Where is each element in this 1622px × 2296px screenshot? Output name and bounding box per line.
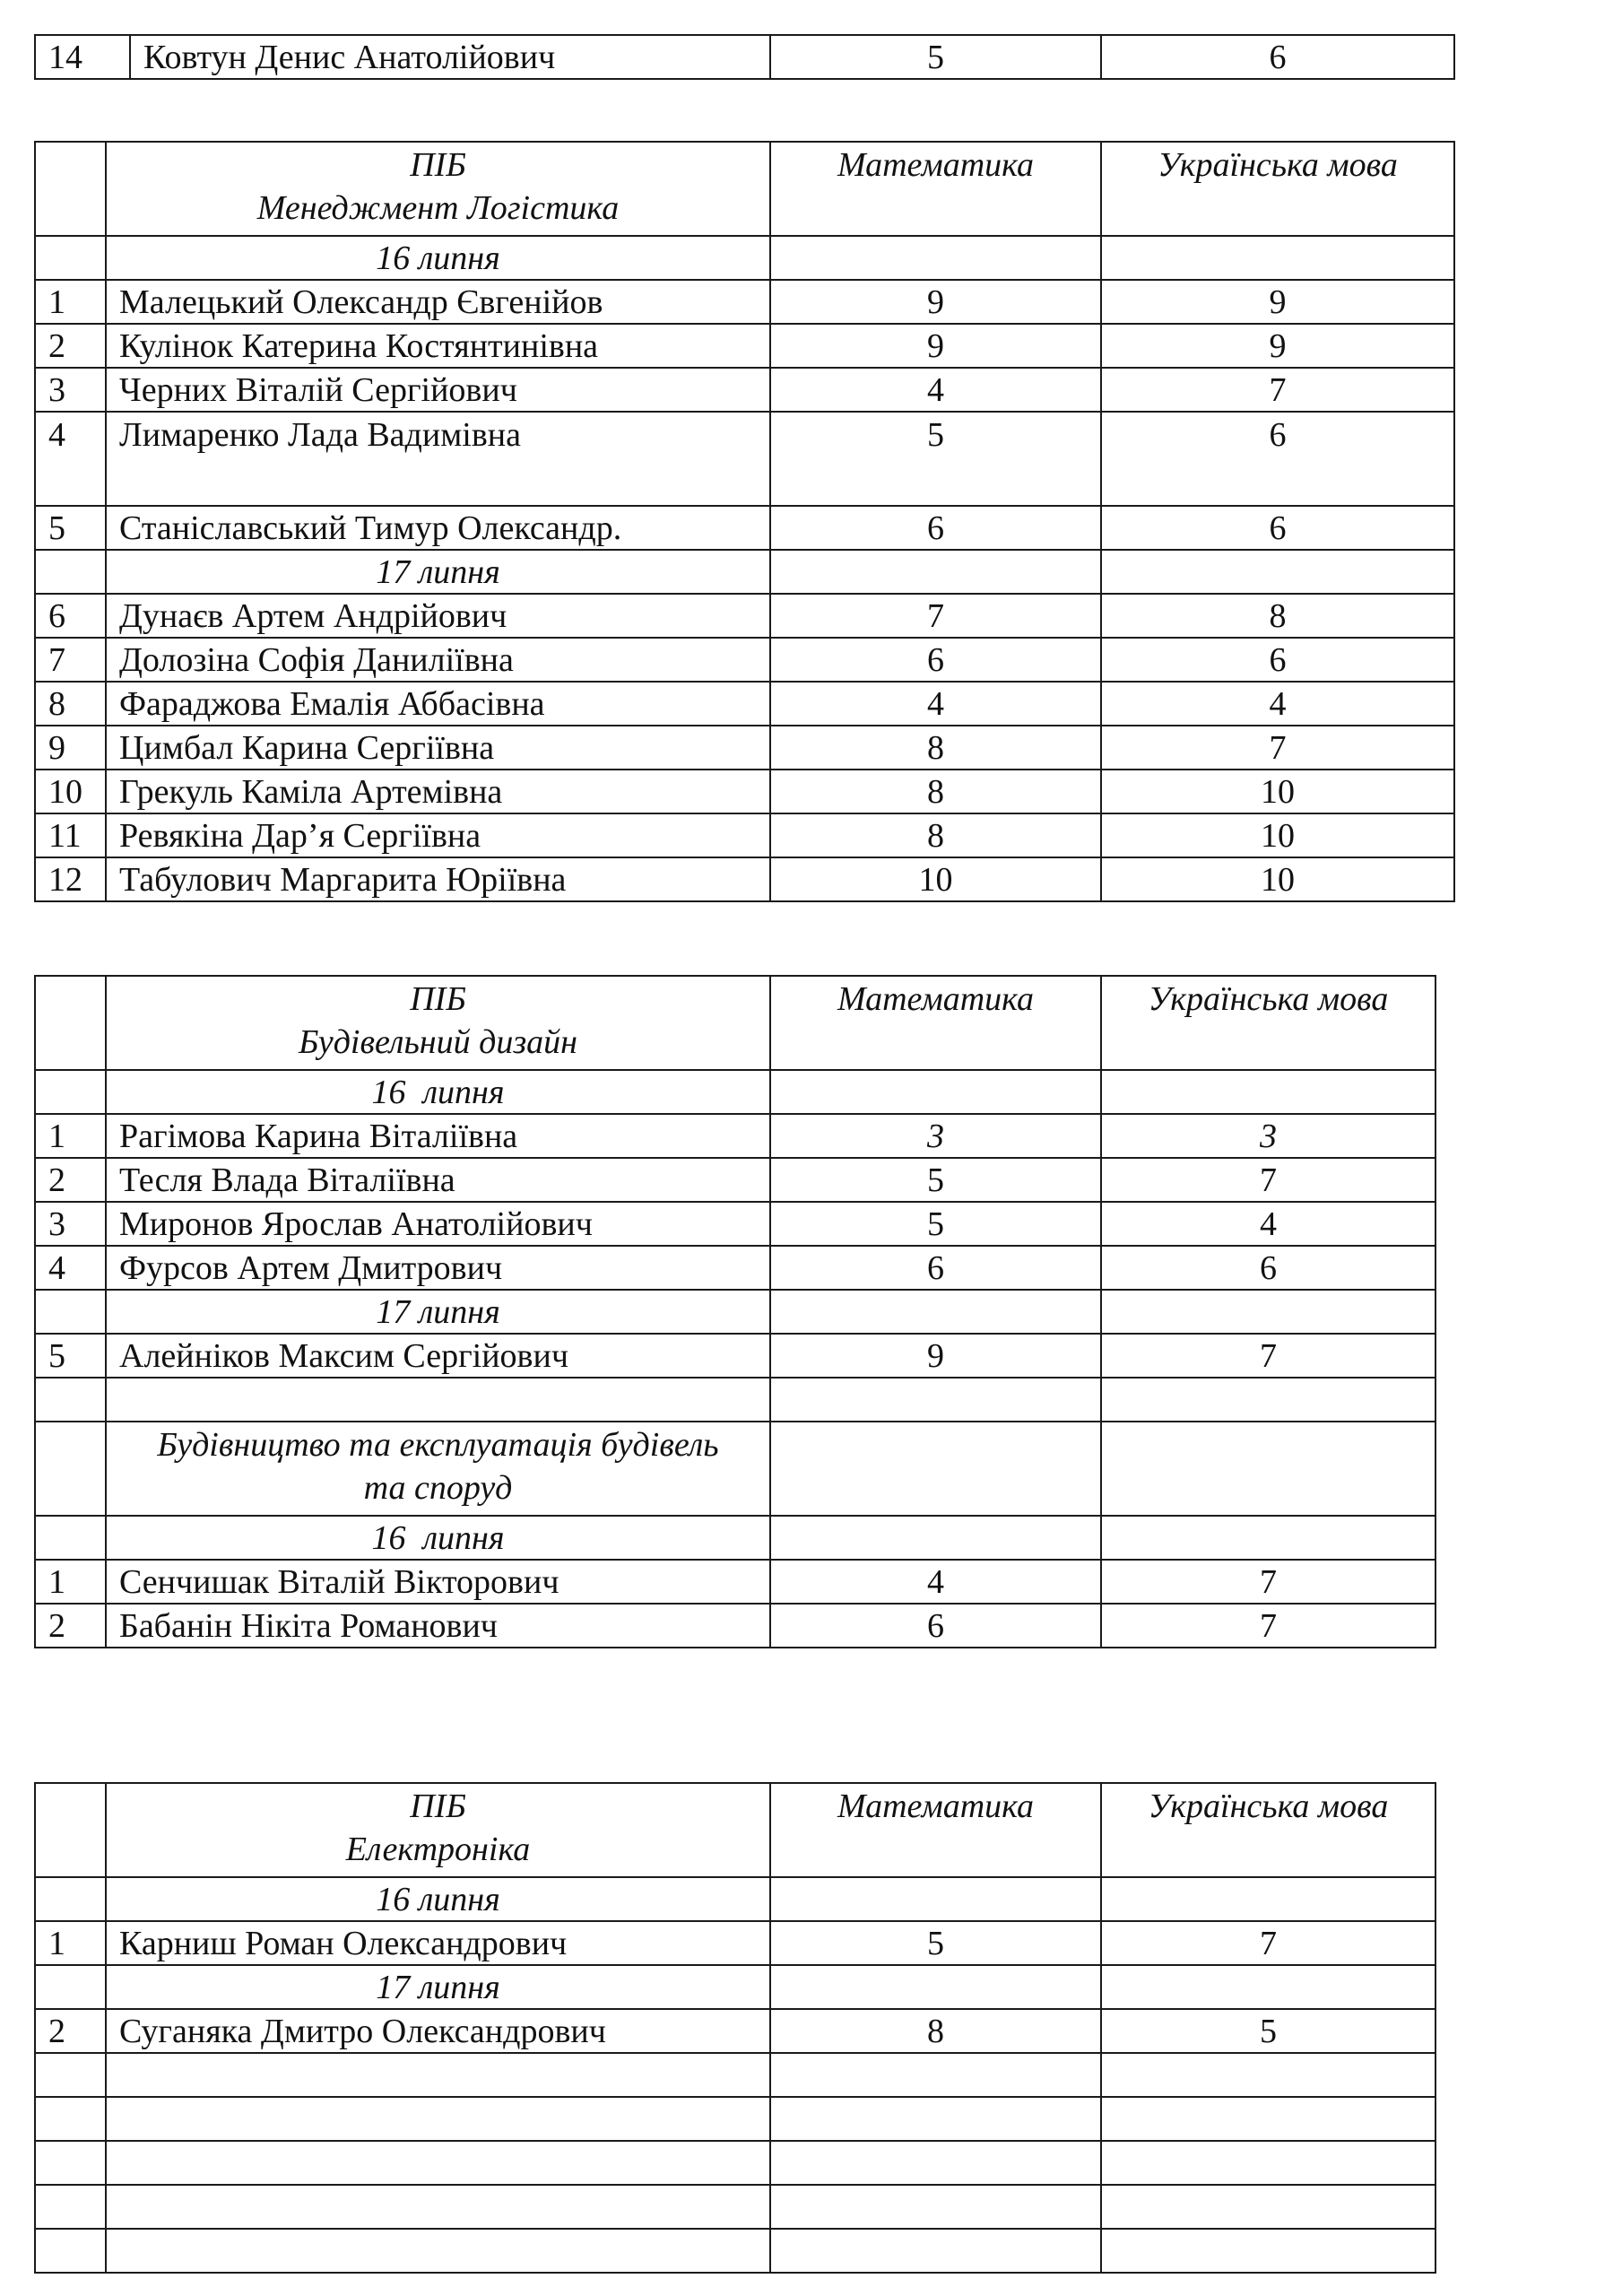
math-score: 4 xyxy=(770,1560,1101,1604)
header-name-cell xyxy=(106,142,770,236)
ukr-score: 7 xyxy=(1101,726,1454,770)
math-score: 5 xyxy=(770,35,1101,79)
ukr-score: 7 xyxy=(1101,1158,1436,1202)
student-name: Дунаєв Артем Андрійович xyxy=(106,594,770,638)
table-row xyxy=(35,1560,1436,1604)
math-score: 5 xyxy=(770,1921,1101,1965)
specialty-title: Менеджмент Логістика xyxy=(256,189,620,227)
ukr-score: 6 xyxy=(1101,35,1454,79)
table-row xyxy=(35,594,1454,638)
student-name: Табулович Маргарита Юріївна xyxy=(106,857,770,901)
empty-cell xyxy=(1101,2053,1436,2097)
student-name: Суганяка Дмитро Олександрович xyxy=(106,2009,770,2053)
table-header xyxy=(35,142,1454,236)
student-name: Бабанін Нікіта Романович xyxy=(106,1604,770,1648)
table-row xyxy=(35,2009,1436,2053)
math-score: 9 xyxy=(770,280,1101,324)
math-score: 8 xyxy=(770,813,1101,857)
empty-cell xyxy=(1101,1877,1436,1921)
date-label: 16 липня xyxy=(106,1070,770,1114)
row-number: 11 xyxy=(35,813,106,857)
math-score: 6 xyxy=(770,1246,1101,1290)
empty-cell xyxy=(35,1378,106,1422)
empty-cell xyxy=(1101,2097,1436,2141)
math-score: 9 xyxy=(770,1334,1101,1378)
empty-cell xyxy=(35,550,106,594)
ukr-score: 6 xyxy=(1101,1246,1436,1290)
continuation-table xyxy=(34,34,1455,80)
header-name-cell xyxy=(106,976,770,1070)
empty-cell xyxy=(35,2053,106,2097)
ukr-score: 8 xyxy=(1101,594,1454,638)
ukr-score: 7 xyxy=(1101,368,1454,412)
empty-cell xyxy=(35,2229,106,2273)
empty-cell xyxy=(35,1070,106,1114)
student-name: Алейніков Максим Сергійович xyxy=(106,1334,770,1378)
row-number: 5 xyxy=(35,506,106,550)
header-math: Математика xyxy=(770,1783,1101,1877)
specialty-title: Електроніка xyxy=(345,1831,531,1868)
math-score: 3 xyxy=(770,1114,1101,1158)
empty-row xyxy=(35,2097,1436,2141)
row-number: 4 xyxy=(35,1246,106,1290)
math-score: 6 xyxy=(770,506,1101,550)
student-name: Кулінок Катерина Костянтинівна xyxy=(106,324,770,368)
empty-cell xyxy=(770,1516,1101,1560)
header-num-cell xyxy=(35,142,106,236)
table-row xyxy=(35,324,1454,368)
math-score: 5 xyxy=(770,1202,1101,1246)
header-ukr: Українська мова xyxy=(1101,976,1436,1070)
empty-cell xyxy=(1101,550,1454,594)
student-name: Рагімова Карина Віталіївна xyxy=(106,1114,770,1158)
specialty-title: Будівельний дизайн xyxy=(298,1023,577,1061)
student-name: Долозіна Софія Даниліївна xyxy=(106,638,770,682)
empty-row xyxy=(35,2141,1436,2185)
empty-cell xyxy=(106,2053,770,2097)
empty-cell xyxy=(770,2053,1101,2097)
table-row xyxy=(35,1158,1436,1202)
empty-cell xyxy=(35,1290,106,1334)
ukr-score: 6 xyxy=(1101,412,1454,506)
empty-cell xyxy=(35,2097,106,2141)
student-name: Тесля Влада Віталіївна xyxy=(106,1158,770,1202)
student-name: Фурсов Артем Дмитрович xyxy=(106,1246,770,1290)
empty-cell xyxy=(770,1290,1101,1334)
header-pib-label: ПІБ xyxy=(410,1787,466,1825)
student-name: Лимаренко Лада Вадимівна xyxy=(106,412,770,506)
student-name: Ревякіна Дар’я Сергіївна xyxy=(106,813,770,857)
ukr-score: 10 xyxy=(1101,770,1454,813)
table-row xyxy=(35,1604,1436,1648)
ukr-score: 10 xyxy=(1101,857,1454,901)
row-number: 5 xyxy=(35,1334,106,1378)
row-number: 1 xyxy=(35,1114,106,1158)
table-row xyxy=(35,726,1454,770)
row-number: 1 xyxy=(35,1560,106,1604)
date-row xyxy=(35,550,1454,594)
table-row xyxy=(35,1246,1436,1290)
empty-cell xyxy=(770,2141,1101,2185)
electronics-table xyxy=(34,1782,1436,2274)
empty-cell xyxy=(106,2229,770,2273)
empty-cell xyxy=(106,2097,770,2141)
header-num-cell xyxy=(35,1783,106,1877)
empty-cell xyxy=(770,1422,1101,1516)
date-label: 16 липня xyxy=(106,1516,770,1560)
empty-cell xyxy=(770,2097,1101,2141)
table-row xyxy=(35,813,1454,857)
date-row xyxy=(35,236,1454,280)
header-num-cell xyxy=(35,976,106,1070)
header-ukr: Українська мова xyxy=(1101,1783,1436,1877)
row-number: 2 xyxy=(35,1158,106,1202)
math-score: 9 xyxy=(770,324,1101,368)
row-number: 3 xyxy=(35,1202,106,1246)
building-design-table xyxy=(34,975,1436,1648)
subsection-title-cell xyxy=(106,1422,770,1516)
empty-cell xyxy=(106,2141,770,2185)
empty-row xyxy=(35,1378,1436,1422)
empty-cell xyxy=(770,1070,1101,1114)
date-row xyxy=(35,1877,1436,1921)
ukr-score: 6 xyxy=(1101,506,1454,550)
date-label: 16 липня xyxy=(106,236,770,280)
empty-cell xyxy=(35,2141,106,2185)
table-row xyxy=(35,1921,1436,1965)
subsection-row xyxy=(35,1422,1436,1516)
empty-cell xyxy=(770,1378,1101,1422)
row-number: 7 xyxy=(35,638,106,682)
ukr-score: 5 xyxy=(1101,2009,1436,2053)
student-name: Фараджова Емалія Аббасівна xyxy=(106,682,770,726)
header-name-cell xyxy=(106,1783,770,1877)
table-row xyxy=(35,506,1454,550)
ukr-score: 3 xyxy=(1101,1114,1436,1158)
table-row xyxy=(35,368,1454,412)
table-row xyxy=(35,1334,1436,1378)
math-score: 6 xyxy=(770,1604,1101,1648)
ukr-score: 9 xyxy=(1101,324,1454,368)
empty-cell xyxy=(1101,2185,1436,2229)
empty-row xyxy=(35,2185,1436,2229)
row-number: 9 xyxy=(35,726,106,770)
row-number: 2 xyxy=(35,2009,106,2053)
empty-cell xyxy=(35,1877,106,1921)
ukr-score: 4 xyxy=(1101,1202,1436,1246)
table-row xyxy=(35,1114,1436,1158)
student-name: Станіславський Тимур Олександр. xyxy=(106,506,770,550)
ukr-score: 7 xyxy=(1101,1921,1436,1965)
math-score: 4 xyxy=(770,368,1101,412)
header-pib-label: ПІБ xyxy=(410,146,466,184)
empty-cell xyxy=(1101,1965,1436,2009)
row-number: 1 xyxy=(35,1921,106,1965)
empty-cell xyxy=(1101,2229,1436,2273)
empty-cell xyxy=(1101,1378,1436,1422)
math-score: 5 xyxy=(770,412,1101,506)
student-name: Малецький Олександр Євгенійов xyxy=(106,280,770,324)
empty-cell xyxy=(106,2185,770,2229)
table-row xyxy=(35,280,1454,324)
math-score: 8 xyxy=(770,770,1101,813)
student-name: Миронов Ярослав Анатолійович xyxy=(106,1202,770,1246)
empty-cell xyxy=(770,1965,1101,2009)
date-row xyxy=(35,1965,1436,2009)
empty-cell xyxy=(1101,1290,1436,1334)
ukr-score: 7 xyxy=(1101,1604,1436,1648)
math-score: 4 xyxy=(770,682,1101,726)
row-number: 1 xyxy=(35,280,106,324)
student-name: Цимбал Карина Сергіївна xyxy=(106,726,770,770)
table-header xyxy=(35,976,1436,1070)
empty-cell xyxy=(35,1516,106,1560)
date-row xyxy=(35,1070,1436,1114)
date-row xyxy=(35,1290,1436,1334)
date-label: 16 липня xyxy=(106,1877,770,1921)
ukr-score: 4 xyxy=(1101,682,1454,726)
ukr-score: 7 xyxy=(1101,1560,1436,1604)
student-name: Черних Віталій Сергійович xyxy=(106,368,770,412)
ukr-score: 6 xyxy=(1101,638,1454,682)
date-label: 17 липня xyxy=(106,1290,770,1334)
student-name: Грекуль Каміла Артемівна xyxy=(106,770,770,813)
date-label: 17 липня xyxy=(106,1965,770,2009)
empty-cell xyxy=(35,1965,106,2009)
empty-row xyxy=(35,2053,1436,2097)
math-score: 5 xyxy=(770,1158,1101,1202)
management-logistics-table xyxy=(34,141,1455,902)
ukr-score: 7 xyxy=(1101,1334,1436,1378)
empty-cell xyxy=(1101,2141,1436,2185)
table-header xyxy=(35,1783,1436,1877)
row-number: 8 xyxy=(35,682,106,726)
math-score: 10 xyxy=(770,857,1101,901)
empty-cell xyxy=(770,550,1101,594)
empty-cell xyxy=(770,2229,1101,2273)
ukr-score: 10 xyxy=(1101,813,1454,857)
row-number: 2 xyxy=(35,324,106,368)
subsection-title-line1: Будівництво та експлуатація будівель xyxy=(157,1426,719,1464)
row-number: 4 xyxy=(35,412,106,506)
header-math: Математика xyxy=(770,142,1101,236)
table-row xyxy=(35,35,1454,79)
empty-cell xyxy=(35,236,106,280)
table-row xyxy=(35,412,1454,506)
empty-cell xyxy=(35,1422,106,1516)
empty-cell xyxy=(1101,1516,1436,1560)
empty-cell xyxy=(770,236,1101,280)
row-number: 3 xyxy=(35,368,106,412)
math-score: 6 xyxy=(770,638,1101,682)
math-score: 7 xyxy=(770,594,1101,638)
student-name: Карниш Роман Олександрович xyxy=(106,1921,770,1965)
empty-cell xyxy=(1101,1422,1436,1516)
table-row xyxy=(35,1202,1436,1246)
row-number: 14 xyxy=(35,35,130,79)
empty-row xyxy=(35,2229,1436,2273)
table-row xyxy=(35,638,1454,682)
empty-cell xyxy=(106,1378,770,1422)
math-score: 8 xyxy=(770,2009,1101,2053)
empty-cell xyxy=(770,1877,1101,1921)
table-row xyxy=(35,682,1454,726)
date-label: 17 липня xyxy=(106,550,770,594)
empty-cell xyxy=(35,2185,106,2229)
empty-cell xyxy=(770,2185,1101,2229)
empty-cell xyxy=(1101,236,1454,280)
math-score: 8 xyxy=(770,726,1101,770)
date-row xyxy=(35,1516,1436,1560)
header-ukr: Українська мова xyxy=(1101,142,1454,236)
table-row xyxy=(35,857,1454,901)
row-number: 2 xyxy=(35,1604,106,1648)
empty-cell xyxy=(1101,1070,1436,1114)
table-row xyxy=(35,770,1454,813)
header-pib-label: ПІБ xyxy=(410,980,466,1018)
subsection-title-line2: та споруд xyxy=(363,1469,513,1507)
row-number: 6 xyxy=(35,594,106,638)
row-number: 12 xyxy=(35,857,106,901)
header-math: Математика xyxy=(770,976,1101,1070)
row-number: 10 xyxy=(35,770,106,813)
student-name: Ковтун Денис Анатолійович xyxy=(130,35,770,79)
ukr-score: 9 xyxy=(1101,280,1454,324)
student-name: Сенчишак Віталій Вікторович xyxy=(106,1560,770,1604)
